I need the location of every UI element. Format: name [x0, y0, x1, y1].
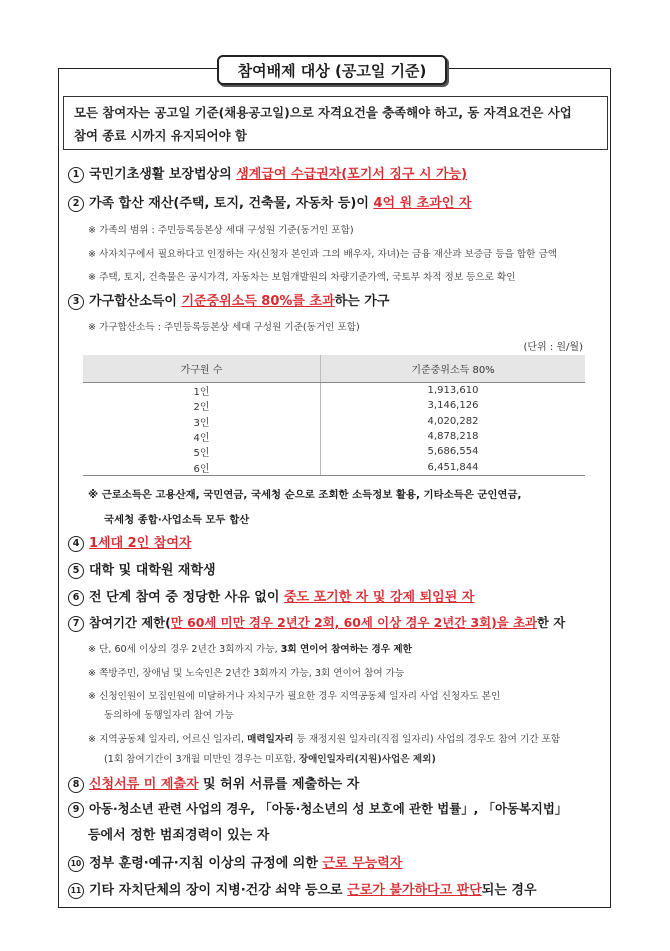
table-row: 2인 3,146,126 [83, 398, 585, 413]
item-highlight: 신청서류 미 제출자 [89, 777, 199, 792]
table-row: 4인 4,878,218 [83, 429, 585, 444]
item-11: 11 기타 자치단체의 장이 지병·건강 쇠약 등으로 근로가 불가하다고 판단되는 경우 [68, 879, 537, 899]
item-2-note-3: ※ 주택, 토지, 건축물은 공시가격, 자동차는 보험개발원의 차량기준가액, 국토부 차적 정보 등으로 확인 [88, 272, 516, 283]
item-number: 10 [68, 856, 84, 872]
table-header: 기준중위소득 80% [321, 355, 586, 383]
item-highlight: 만 60세 미만 경우 2년간 2회, 60세 이상 경우 2년간 3회)을 초과 [170, 615, 537, 630]
item-highlight: 근로가 불가하다고 판단 [347, 883, 482, 898]
item-highlight: 근로 무능력자 [322, 856, 403, 871]
item-9-cont: 등에서 정한 범죄경력이 있는 자 [88, 828, 270, 843]
notice-line-1: 모든 참여자는 공고일 기준(채용공고일)으로 자격요건을 충족해야 하고, 동 자격요건은 사업 [74, 105, 572, 120]
item-5: 5 대학 및 대학원 재학생 [68, 559, 216, 579]
item-7-note-4: ※ 지역공동체 일자리, 어르신 일자리, 매력일자리 등 재정지원 일자리(직접 일자리) 사업의 경우도 참여 기간 포함 [88, 734, 561, 745]
item-number: 2 [68, 196, 84, 212]
item-number: 6 [68, 590, 84, 606]
item-3-note: ※ 가구합산소득 : 주민등록등본상 세대 구성원 기준(동거인 포함) [88, 322, 360, 333]
notice-box [63, 96, 608, 150]
table-row: 1인 1,913,610 [83, 383, 585, 399]
item-highlight: 기준중위소득 80%를 초과 [181, 294, 335, 309]
item-2-note-2: ※ 사자치구에서 필요하다고 인정하는 자(신청자 본인과 그의 배우자, 자녀)는 금융 재산과 보증금 등을 합한 금액 [88, 249, 558, 260]
item-number: 7 [68, 616, 84, 632]
income-note-2: 국세청 종합·사업소득 모두 합산 [104, 514, 250, 526]
income-note-1: ※ 근로소득은 고용산재, 국민연금, 국세청 순으로 조회한 소득정보 활용, 기타소득은 군인연금, [88, 489, 522, 501]
table-row: 6인 6,451,844 [83, 459, 585, 475]
item-2: 2 가족 합산 재산(주택, 토지, 건축물, 자동차 등)이 4억 원 초과인 자 [68, 192, 471, 212]
item-9: 9 아동·청소년 관련 사업의 경우, 「아동·청소년의 성 보호에 관한 법률」, 「아동복지법」 [68, 799, 567, 818]
table-header-row [83, 355, 585, 383]
notice-line-2: 참여 종료 시까지 유지되어야 함 [74, 128, 247, 143]
item-8: 8 신청서류 미 제출자 및 허위 서류를 제출하는 자 [68, 773, 359, 793]
table-header: 가구원 수 [83, 355, 321, 383]
item-number: 5 [68, 563, 84, 579]
item-highlight: 4억 원 초과인 자 [373, 196, 472, 211]
item-number: 1 [68, 167, 84, 183]
table-row: 5인 5,686,554 [83, 444, 585, 459]
item-1: 1 국민기초생활 보장법상의 생계급여 수급권자(포기서 징구 시 가능) [68, 163, 467, 183]
item-highlight: 1세대 2인 참여자 [89, 536, 192, 551]
item-number: 9 [68, 802, 84, 818]
item-10: 10 정부 훈령·예규·지침 이상의 규정에 의한 근로 무능력자 [68, 852, 402, 872]
item-7-note-3: ※ 신청인원이 모집인원에 미달하거나 자치구가 필요한 경우 지역공동체 일자리 사업 신청자도 본인 [88, 691, 501, 702]
item-highlight: 중도 포기한 자 및 강제 퇴임된 자 [283, 590, 475, 605]
item-number: 11 [68, 883, 84, 899]
item-6: 6 전 단계 참여 중 정당한 사유 없이 중도 포기한 자 및 강제 퇴임된 자 [68, 586, 474, 606]
item-number: 8 [68, 777, 84, 793]
item-2-note-1: ※ 가족의 범위 : 주민등록등본상 세대 구성원 기준(동거인 포함) [88, 225, 354, 236]
item-7-note-1: ※ 단, 60세 이상의 경우 2년간 3회까지 가능, 3회 연이어 참여하는 경우 제한 [88, 644, 412, 655]
item-7-note-4-cont: (1회 참여기간이 3개월 미만인 경우는 미포함, 장애인일자리(지원)사업은 제외) [104, 754, 436, 765]
item-number: 4 [68, 536, 84, 552]
item-7: 7 참여기간 제한(만 60세 미만 경우 2년간 2회, 60세 이상 경우 2년간 3회)을 초과한 자 [68, 613, 565, 632]
item-7-note-3-cont: 동의하에 동행일자리 참여 가능 [104, 710, 234, 721]
table-unit: (단위 : 원/월) [523, 342, 583, 353]
item-3: 3 가구합산소득이 기준중위소득 80%를 초과하는 가구 [68, 290, 389, 310]
item-7-note-2: ※ 쪽방주민, 장애님 및 노숙인은 2년간 3회까지 가능, 3회 연이어 참여 가능 [88, 668, 405, 679]
table-row: 3인 4,020,282 [83, 414, 585, 429]
item-highlight: 생계급여 수급권자(포기서 징구 시 가능) [236, 167, 468, 182]
item-4 [68, 532, 192, 552]
page-title: 참여배제 대상 (공고일 기준) [217, 55, 447, 85]
item-number: 3 [68, 294, 84, 310]
income-table [83, 355, 585, 476]
